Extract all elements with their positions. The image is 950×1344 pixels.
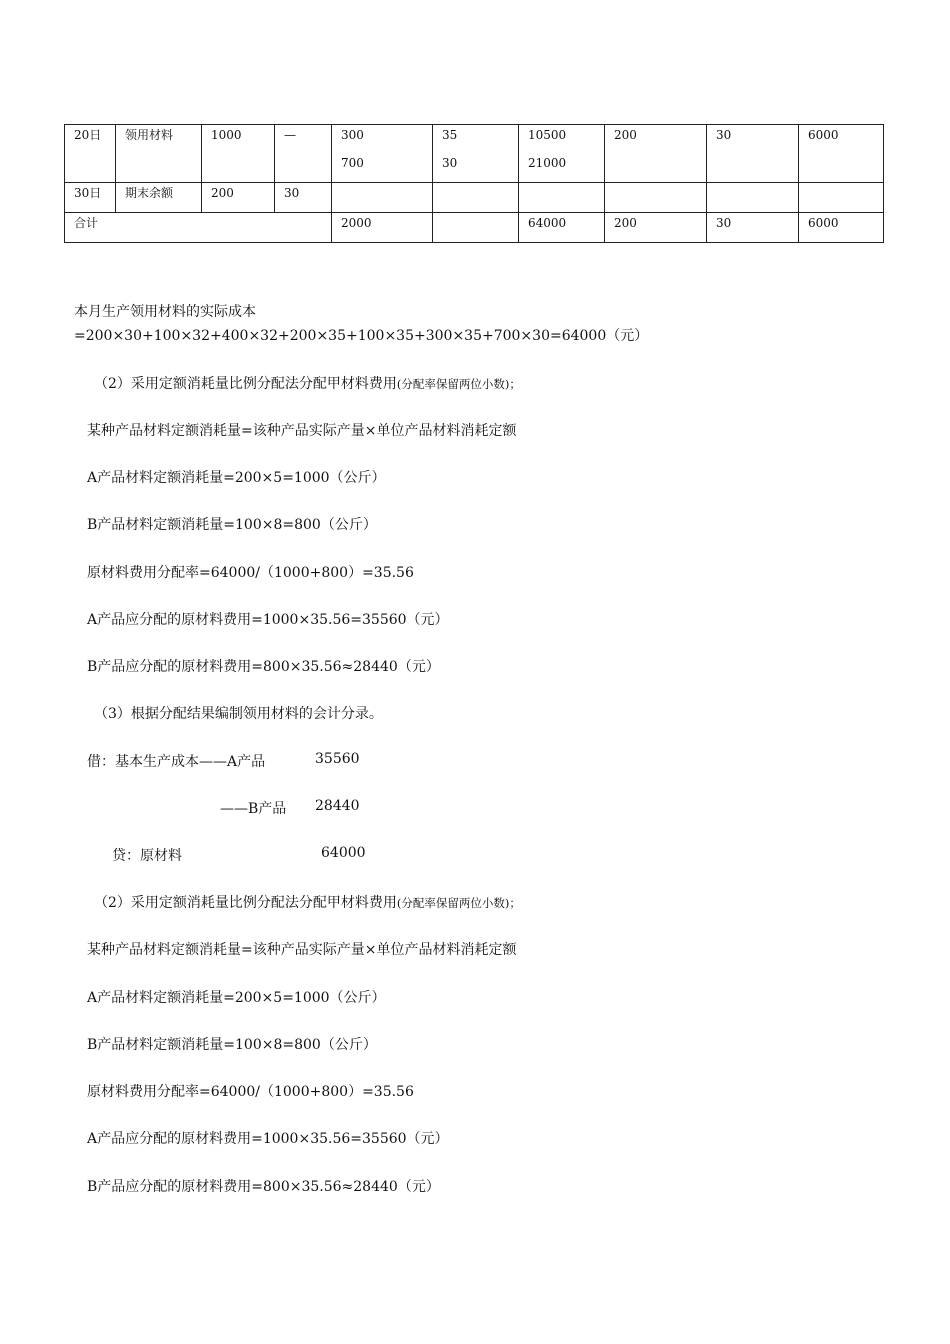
text-line: 某种产品材料定额消耗量=该种产品实际产量×单位产品材料消耗定额	[87, 423, 517, 439]
text-line: B产品材料定额消耗量=100×8=800（公斤）	[87, 1037, 377, 1053]
text-line: A产品应分配的原材料费用=1000×35.56=35560（元）	[87, 612, 449, 628]
journal-debit-a: 借：基本生产成本——A产品	[87, 754, 266, 770]
table-cell: 10500 21000	[519, 125, 605, 183]
text-line: 本月生产领用材料的实际成本	[74, 304, 256, 320]
table-cell: 30	[707, 213, 799, 243]
text-line: 原材料费用分配率=64000/（1000+800）=35.56	[87, 1084, 414, 1100]
table-cell: 6000	[799, 213, 884, 243]
journal-debit-b: ——B产品	[220, 801, 287, 817]
text-line: 原材料费用分配率=64000/（1000+800）=35.56	[87, 565, 414, 581]
journal-amount: 28440	[315, 798, 360, 814]
text-line: A产品材料定额消耗量=200×5=1000（公斤）	[87, 470, 386, 486]
section-heading: （3）根据分配结果编制领用材料的会计分录。	[94, 706, 383, 722]
table-cell: 30日	[65, 183, 116, 213]
table-cell: 64000	[519, 213, 605, 243]
table-cell: 200	[202, 183, 275, 213]
table-cell: 2000	[332, 213, 433, 243]
table-cell: —	[275, 125, 332, 183]
table-row	[65, 213, 884, 243]
formula-line: =200×30+100×32+400×32+200×35+100×35+300×35+700×30=64000（元）	[74, 328, 649, 344]
table-cell: 6000	[799, 125, 884, 183]
table-cell: 30	[275, 183, 332, 213]
text-line: B产品应分配的原材料费用=800×35.56≈28440（元）	[87, 1179, 440, 1195]
table-cell: 30	[707, 125, 799, 183]
table-cell	[433, 213, 519, 243]
table-cell: 35 30	[433, 125, 519, 183]
journal-credit: 贷：原材料	[112, 848, 182, 864]
text-line: B产品应分配的原材料费用=800×35.56≈28440（元）	[87, 659, 440, 675]
section-heading: （2）采用定额消耗量比例分配法分配甲材料费用(分配率保留两位小数)；	[94, 895, 521, 911]
material-ledger-table	[64, 124, 884, 243]
table-cell: 200	[605, 213, 707, 243]
journal-amount: 35560	[315, 751, 360, 767]
journal-amount: 64000	[321, 845, 366, 861]
table-cell: 300 700	[332, 125, 433, 183]
text-line: 某种产品材料定额消耗量=该种产品实际产量×单位产品材料消耗定额	[87, 942, 517, 958]
table-cell: 200	[605, 125, 707, 183]
text-line: A产品应分配的原材料费用=1000×35.56=35560（元）	[87, 1131, 449, 1147]
table-cell: 期末余额	[116, 183, 202, 213]
table-cell: 20日	[65, 125, 116, 183]
table-cell: 1000	[202, 125, 275, 183]
table-cell: 合计	[65, 213, 332, 243]
text-line: B产品材料定额消耗量=100×8=800（公斤）	[87, 517, 377, 533]
table-cell: 领用材料	[116, 125, 202, 183]
section-heading: （2）采用定额消耗量比例分配法分配甲材料费用(分配率保留两位小数)；	[94, 376, 521, 392]
text-line: A产品材料定额消耗量=200×5=1000（公斤）	[87, 990, 386, 1006]
